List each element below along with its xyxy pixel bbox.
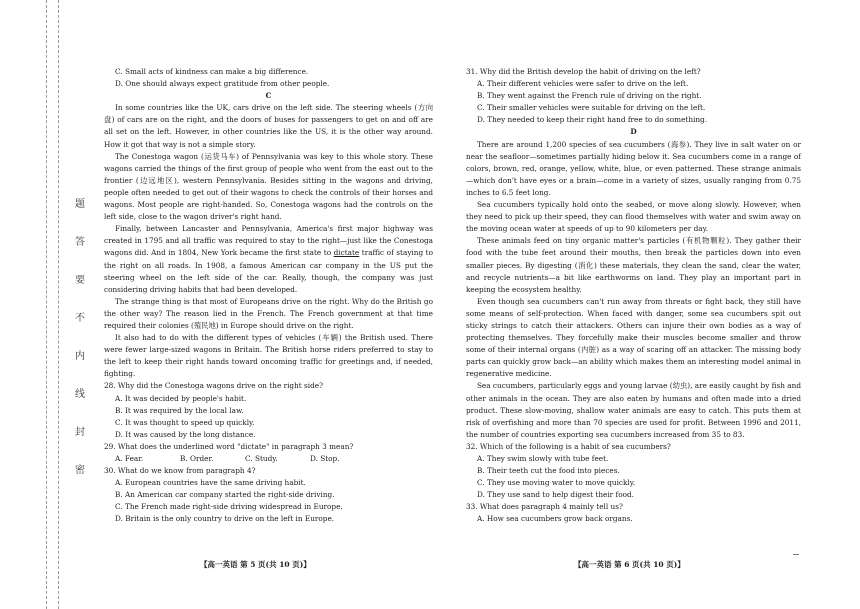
answer-option: A. European countries have the same driving habit. xyxy=(115,478,306,488)
answer-option: D. They use sand to help digest their food. xyxy=(477,490,634,500)
passage-paragraph: There are around 1,200 species of sea cucumbers (海参). They live in salt water on or near the seafloor—sometimes partially hiding below it. Sea cucumbers come in a range of colors, brown, red, orange, yellow, white, blue, or even patterned. These strange animals—which don't have eyes or a brain—come in a variety of sizes, usually ranging from 0.75 inches to 6.5 feet long. xyxy=(466,139,801,197)
answer-option: B. It was required by the local law. xyxy=(115,405,244,415)
option-d: D. One should always expect gratitude from other people. xyxy=(115,79,330,89)
question-28: 28. Why did the Conestoga wagons drive on the right side? xyxy=(104,381,324,391)
binding-char: 内 xyxy=(75,351,85,362)
passage-paragraph: The Conestoga wagon (运货马车) of Pennsylvania was key to this whole story. These wagons carried the things of the first group of people who went from the east out to the frontier (边远地区), western Pennsylvania. Besides sitting in the wagons and driving, people often needed to get out of their wagons to check the controls of their horses and wagons. Most people are right-handed. So, Conestoga wagons had the controls on the left side, close to the wagon driver's right hand. xyxy=(104,151,433,222)
binding-char: 答 xyxy=(75,237,85,248)
binding-instruction xyxy=(70,200,90,476)
binding-char: 题 xyxy=(75,199,85,210)
answer-option: A. Their different vehicles were safer to drive on the left. xyxy=(477,79,689,89)
corner-mark xyxy=(793,554,799,555)
answer-option: D. Britain is the only country to drive on the left in Europe. xyxy=(115,514,335,524)
answer-option: C. Their smaller vehicles were suitable for driving on the left. xyxy=(477,103,706,113)
answer-option: C. Study. xyxy=(245,454,278,463)
question-29: 29. What does the underlined word "dictate" in paragraph 3 mean? xyxy=(104,441,354,451)
answer-option: A. How sea cucumbers grow back organs. xyxy=(477,514,633,524)
paragraph-text: Finally, between Lancaster and Pennsylvania, America's first major highway was created in 1795 and all traffic was required to stay to the right—just like the Conestoga wagons did. And in 1804, New York became the first state to xyxy=(104,224,433,258)
answer-option: C. They use moving water to move quickly. xyxy=(477,478,636,488)
right-page-column xyxy=(466,66,801,526)
section-heading-d: D xyxy=(630,127,637,137)
paragraph-text: traffic of staying to the right on all roads. In 1908, a famous American car company in the US put the steering wheel on the left side of the car. Really, though, the company was just considering driving habits that had been developed. xyxy=(104,248,433,294)
passage-paragraph: Sea cucumbers, particularly eggs and young larvae (幼虫), are easily caught by fish and other animals in the ocean. They are also eaten by humans and often made into a dried product. These slow-moving, shallow water animals are easy to catch. This puts them at risk of overfishing and more than 70 species are used for profit. Between 1996 and 2011, the number of countries exporting sea cucumbers increased from 35 to 83. xyxy=(466,381,801,439)
answer-option: D. It was caused by the long distance. xyxy=(115,429,256,439)
binding-char: 要 xyxy=(75,275,85,286)
question-32: 32. Which of the following is a habit of sea cucumbers? xyxy=(466,441,671,451)
answer-option: C. It was thought to speed up quickly. xyxy=(115,417,255,427)
question-29-options xyxy=(104,453,433,465)
answer-option: C. The French made right-side driving widespread in Europe. xyxy=(115,502,343,512)
answer-option: D. Stop. xyxy=(310,454,340,463)
binding-dashed-line-inner xyxy=(58,0,59,609)
page-footer-left: 【高一英语 第 5 页(共 10 页)】 xyxy=(200,560,311,569)
left-page-column xyxy=(104,66,433,526)
binding-char: 封 xyxy=(75,427,85,438)
answer-option: A. Fear. xyxy=(115,454,144,463)
passage-paragraph: Even though sea cucumbers can't run away from threats or fight back, they still have some means of self-protection. When faced with danger, some sea cucumbers spit out sticky strings to catch their attackers. Others can injure their own bodies as a way of protecting themselves. They forcefully make their muscles become smaller and throw some of their internal organs (内脏) as a way of scaring off an attacker. The missing body parts can quickly grow back—an ability which makes them an interesting model animal in regenerative medicine. xyxy=(466,296,801,379)
answer-option: A. They swim slowly with tube feet. xyxy=(477,454,609,463)
binding-char: 密 xyxy=(75,465,85,476)
answer-option: B. They went against the French rule of driving on the right. xyxy=(477,91,702,101)
passage-paragraph: These animals feed on tiny organic matter's particles (有机物颗粒). They gather their food with the tube feet around their mouths, then break the particles down into even smaller pieces. By digesting (消化) these materials, they clean the sand, clear the water, and recycle nutrients—a bit like earthworms on land. They play an important part in keeping the ecosystem healthy. xyxy=(466,236,801,294)
question-31: 31. Why did the British develop the habit of driving on the left? xyxy=(466,67,701,76)
answer-option: B. Their teeth cut the food into pieces. xyxy=(477,466,620,476)
binding-dashed-line xyxy=(46,0,47,609)
answer-option: D. They needed to keep their right hand free to do something. xyxy=(477,115,708,125)
binding-char: 线 xyxy=(75,389,85,400)
answer-option: A. It was decided by people's habit. xyxy=(115,393,247,403)
passage-paragraph: In some countries like the UK, cars drive on the left side. The steering wheels (方向盘) of cars are on the right, and the doors of buses for passengers to get on and off are all set on the left. However, in other countries like the US, it is the other way around. How it got that way is not a simple story. xyxy=(104,103,433,149)
option-c: C. Small acts of kindness can make a big difference. xyxy=(115,67,309,76)
passage-paragraph: Sea cucumbers typically hold onto the seabed, or move along slowly. However, when they need to pick up their speed, they can flood themselves with water and swim away on the moving ocean water at speeds of up to 90 kilometers per day. xyxy=(466,200,801,234)
section-heading-c: C xyxy=(265,91,272,101)
answer-option: B. Order. xyxy=(180,454,214,463)
page-footer-right: 【高一英语 第 6 页(共 10 页)】 xyxy=(574,560,685,569)
underlined-word: dictate xyxy=(333,248,360,258)
passage-paragraph: It also had to do with the different types of vehicles (车辆) the British used. There were fewer large-sized wagons in Britain. The British horse riders preferred to stay to the left to keep their right hands toward oncoming traffic for greetings and, if needed, fighting. xyxy=(104,333,433,379)
binding-char: 不 xyxy=(75,313,85,324)
passage-paragraph: The strange thing is that most of Europeans drive on the right. Why do the British go the other way? The reason lied in the French. The French government at that time required their colonies (殖民地) in Europe should drive on the right. xyxy=(104,296,433,330)
passage-paragraph xyxy=(104,223,433,296)
question-30: 30. What do we know from paragraph 4? xyxy=(104,466,256,476)
answer-option: B. An American car company started the right-side driving. xyxy=(115,490,335,500)
question-33: 33. What does paragraph 4 mainly tell us? xyxy=(466,502,623,512)
